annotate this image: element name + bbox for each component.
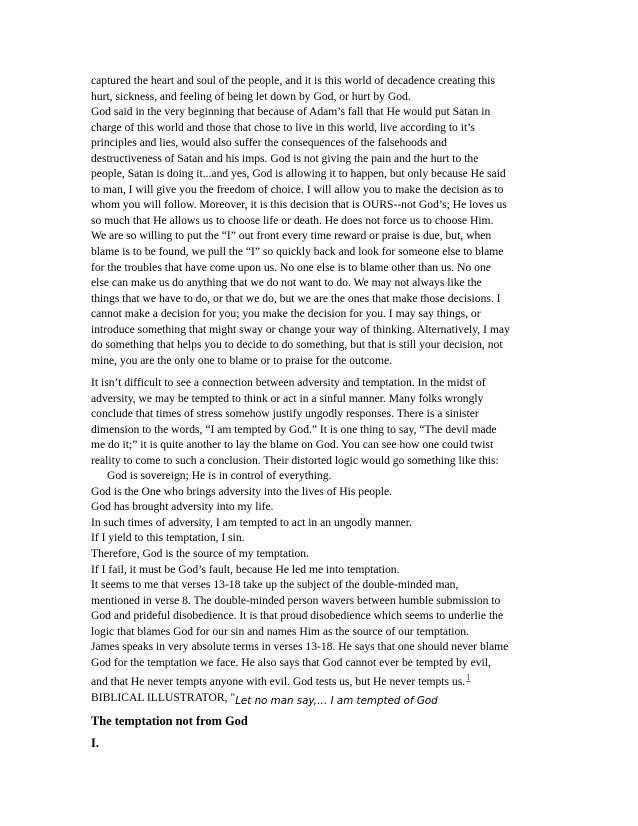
logic-statement: God is sovereign; He is in control of everything. <box>107 469 332 483</box>
text-line: things that we have to do, or that we do, but we are the ones that make those decisions. I <box>91 291 501 305</box>
text-line: It isn’t difficult to see a connection between adversity and temptation. In the midst of <box>91 376 486 389</box>
text-line: people, Satan is doing it...and yes, God is allowing it to happen, but only because He said <box>91 167 506 181</box>
text-line: charge of this world and those that chose to live in this world, live according to it’s <box>91 120 475 134</box>
text-line: principles and lies, would also suffer the consequences of the falsehoods and <box>91 136 447 150</box>
text-line: God and prideful disobedience. It is that proud disobedience which seems to underlie the <box>91 609 504 623</box>
text-line: mine, you are the only one to blame or to praise for the outcome. <box>91 353 393 367</box>
text-line: It seems to me that verses 13-18 take up the subject of the double-minded man, <box>91 578 459 592</box>
text-line: James speaks in very absolute terms in verses 13-18. He says that one should never blame <box>91 640 509 654</box>
text-line: introduce something that might sway or change your way of thinking. Alternatively, I may <box>91 322 510 336</box>
footnote-link[interactable]: 1 <box>466 672 471 683</box>
last-sentence: and that He never tempts anyone with evil. God tests us, but He never tempts us. <box>91 675 466 689</box>
paragraph-blame-and-choice <box>91 73 551 368</box>
text-line: cannot make a decision for you; you make the decision for you. I may say things, or <box>91 307 481 321</box>
text-line: for the troubles that have come upon us. No one else is to blame other than us. No one <box>91 260 491 274</box>
logic-statement: God is the One who brings adversity into the lives of His people. <box>91 484 393 498</box>
text-line: mentioned in verse 8. The double-minded person wavers between humble submission to <box>91 593 501 607</box>
source-citation <box>91 690 438 706</box>
outline-point-number: I. <box>91 736 99 750</box>
citation-label: BIBLICAL ILLUSTRATOR, " <box>91 691 236 704</box>
text-line: me do it;” it is quite another to lay the blame on God. You can see how one could twist <box>91 438 494 452</box>
paragraph-adversity-and-temptation <box>91 375 551 690</box>
logic-statement: Therefore, God is the source of my temptation. <box>91 547 309 561</box>
text-line: else can make us do anything that we do not want to do. We may not always like the <box>91 276 482 290</box>
text-line: to man, I will give you the freedom of choice. I will allow you to make the decision as to <box>91 182 504 196</box>
logic-statement: God has brought adversity into my life. <box>91 500 274 514</box>
logic-statement: In such times of adversity, I am tempted to act in an ungodly manner. <box>91 515 412 529</box>
text-line: so much that He allows us to choose life or death. He does not force us to choose Him. <box>91 213 494 227</box>
text-line: dimension to the words, “I am tempted by God.” It is one thing to say, “The devil made <box>91 422 497 436</box>
text-line: reality to come to such a conclusion. Their distorted logic would go something like this: <box>91 453 499 467</box>
text-line: conclude that times of stress somehow justify ungodly responses. There is a sinister <box>91 407 479 421</box>
text-line: hurt, sickness, and feeling of being let down by God, or hurt by God. <box>91 89 411 103</box>
text-line: whom you will follow. Moreover, it is this decision that is OURS--not God’s; He loves us <box>91 198 507 212</box>
text-line: destructiveness of Satan and his imps. God is not giving the pain and the hurt to the <box>91 151 479 165</box>
section-heading: The temptation not from God <box>91 714 248 728</box>
text-line: God for the temptation we face. He also says that God cannot ever be tempted by evil, <box>91 655 491 669</box>
text-line: logic that blames God for our sin and names Him as the source of our temptation. <box>91 624 469 638</box>
text-line: captured the heart and soul of the people, and it is this world of decadence creating this <box>91 74 496 87</box>
citation-quote: Let no man say,… I am tempted of God <box>235 695 438 707</box>
logic-statement: If I fail, it must be God’s fault, because He led me into temptation. <box>91 562 400 576</box>
text-line <box>91 670 551 690</box>
text-line: God said in the very beginning that because of Adam’s fall that He would put Satan in <box>91 105 491 119</box>
logic-statement: If I yield to this temptation, I sin. <box>91 531 245 545</box>
text-line: We are so willing to put the “I” out front every time reward or praise is due, but, when <box>91 229 492 243</box>
text-line: do something that helps you to decide to do something, but that is still your decision, not <box>91 338 503 352</box>
text-line: adversity, we may be tempted to think or act in a sinful manner. Many folks wrongly <box>91 391 484 405</box>
text-line: blame is to be found, we pull the “I” so quickly back and look for someone else to blame <box>91 245 504 259</box>
